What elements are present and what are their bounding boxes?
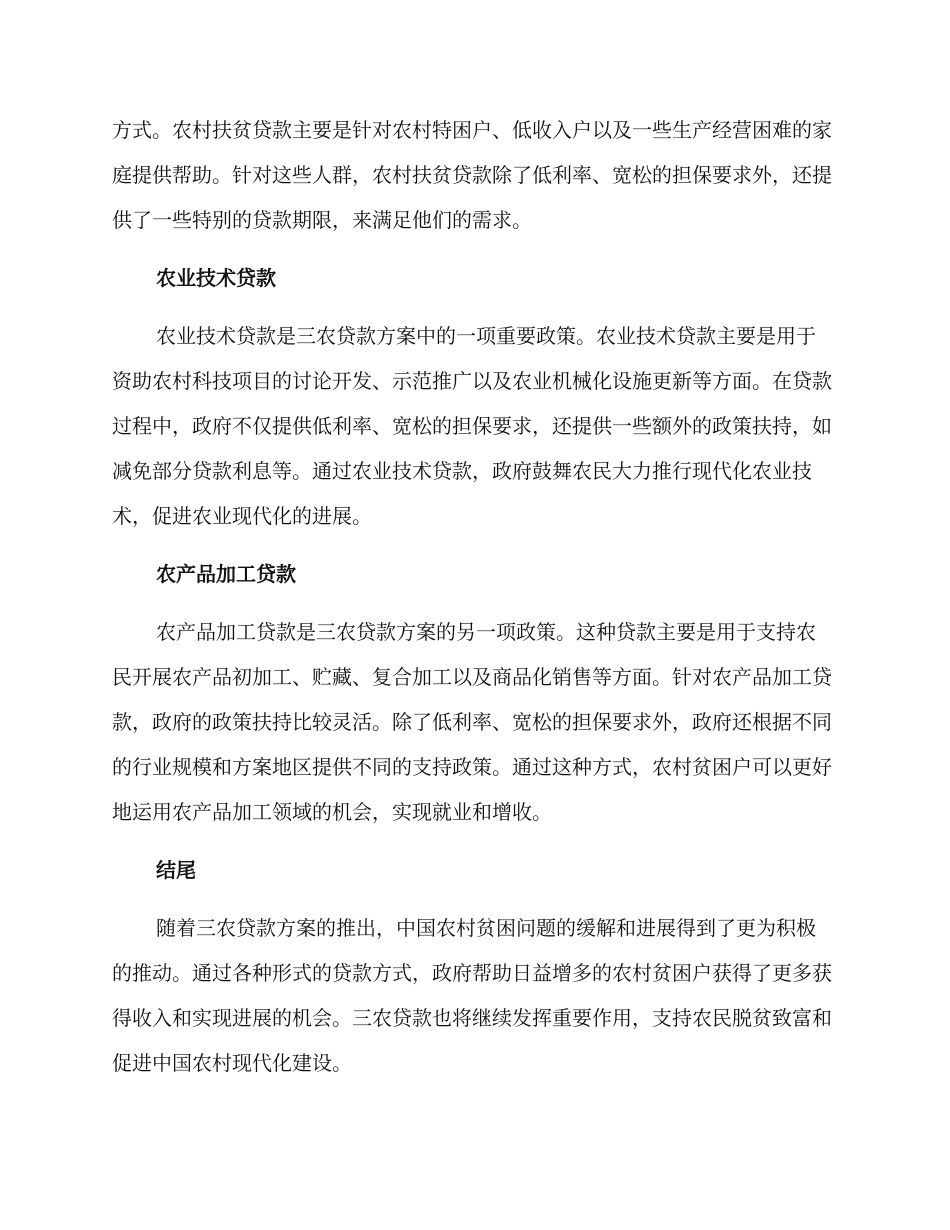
heading-processing-loan: 农产品加工贷款 [156,562,296,586]
paragraph-agricultural-tech-loan: 农业技术贷款是三农贷款方案中的一项重要政策。农业技术贷款主要是用于资助农村科技项目的讨论开发、示范推广以及农业机械化设施更新等方面。在贷款过程中，政府不仅提供低利率、宽松的担保要求，还提供一些额外的政策扶持，如减免部分贷款利息等。通过农业技术贷款，政府鼓舞农民大力推行现代化农业技术，促进农业现代化的进展。 [112,324,832,528]
paragraph-processing-loan: 农产品加工贷款是三农贷款方案的另一项政策。这种贷款主要是用于支持农民开展农产品初加工、贮藏、复合加工以及商品化销售等方面。针对农产品加工贷款，政府的政策扶持比较灵活。除了低利率、宽松的担保要求外，政府还根据不同的行业规模和方案地区提供不同的支持政策。通过这种方式，农村贫困户可以更好地运用农产品加工领域的机会，实现就业和增收。 [112,620,832,824]
paragraph-conclusion: 随着三农贷款方案的推出，中国农村贫困问题的缓解和进展得到了更为积极的推动。通过各种形式的贷款方式，政府帮助日益增多的农村贫困户获得了更多获得收入和实现进展的机会。三农贷款也将继续发挥重要作用，支持农民脱贫致富和促进中国农村现代化建设。 [112,916,832,1075]
heading-conclusion: 结尾 [156,858,196,882]
document-page [112,108,834,1086]
heading-agricultural-tech-loan: 农业技术贷款 [156,266,276,290]
paragraph-intro-continued: 方式。农村扶贫贷款主要是针对农村特困户、低收入户以及一些生产经营困难的家庭提供帮助。针对这些人群，农村扶贫贷款除了低利率、宽松的担保要求外，还提供了一些特别的贷款期限，来满足他们的需求。 [112,118,832,232]
